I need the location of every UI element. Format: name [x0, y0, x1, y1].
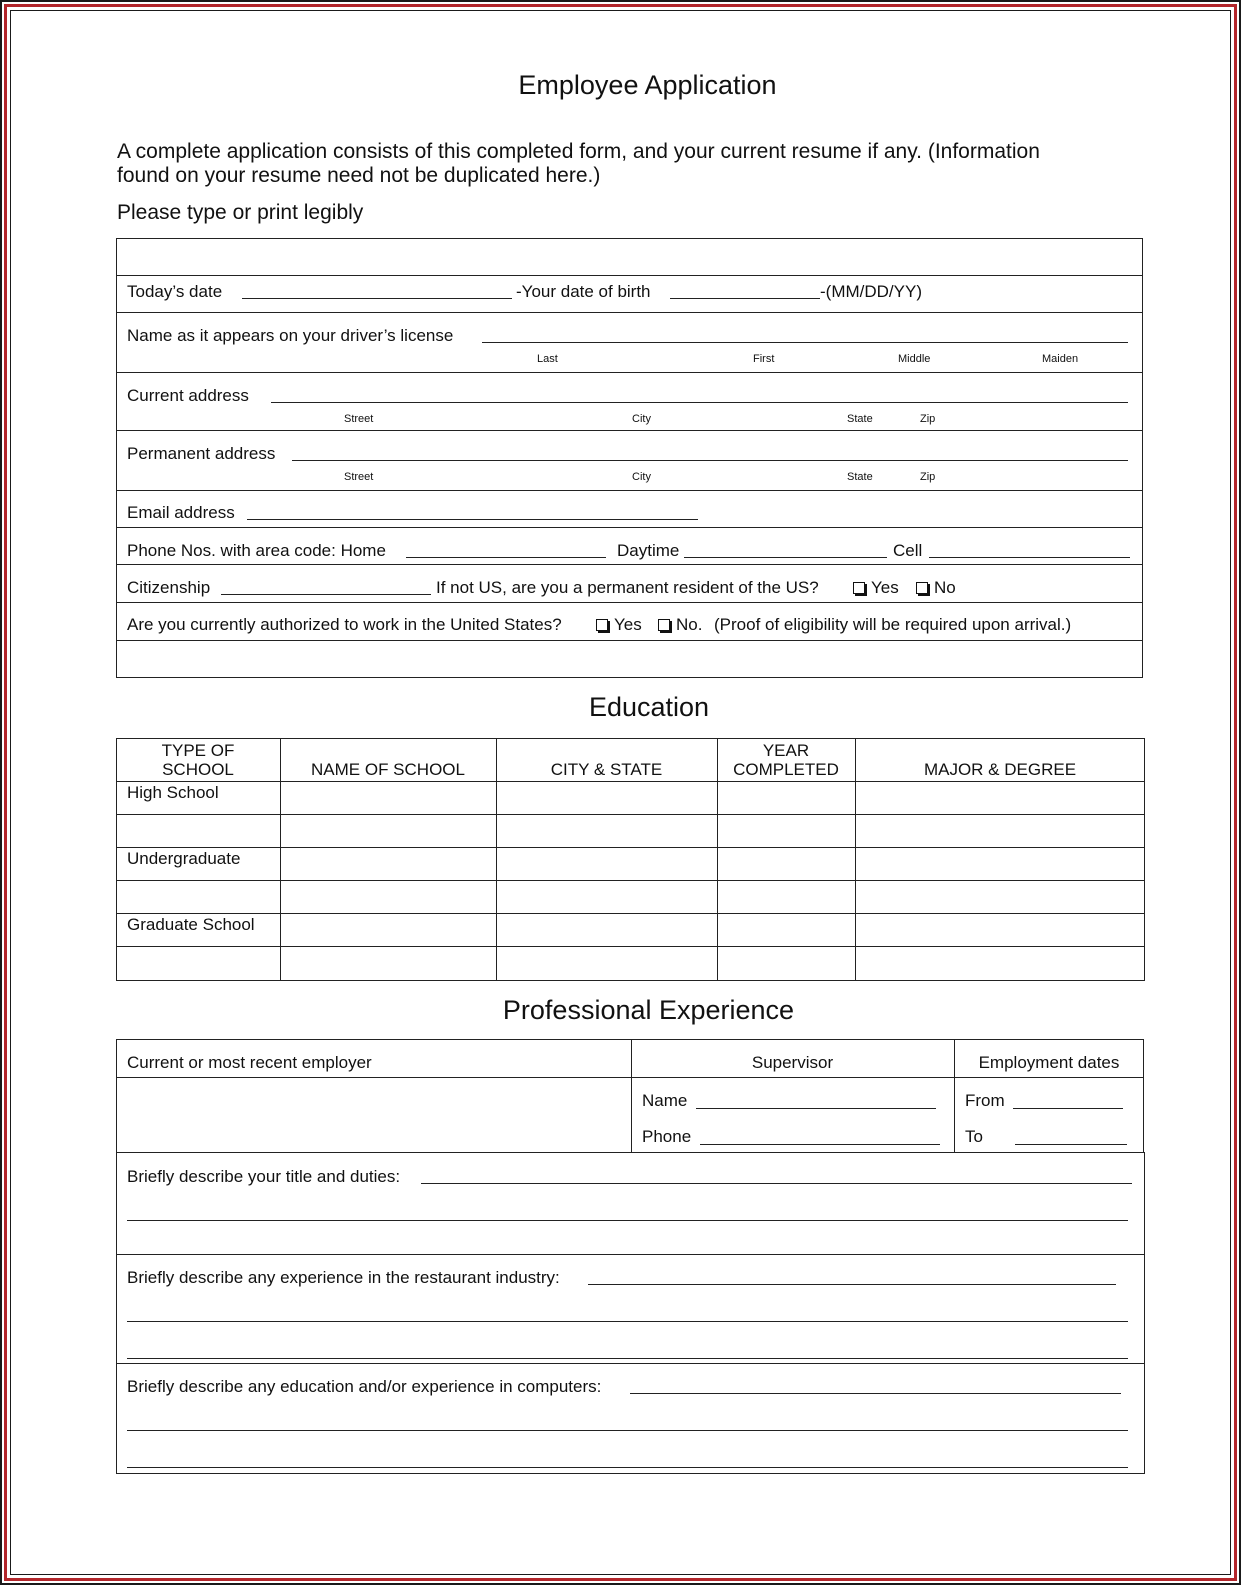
- phone-home-label: Phone Nos. with area code: Home: [127, 541, 386, 560]
- restaurant-label: Briefly describe any experience in the restaurant industry:: [127, 1268, 560, 1287]
- name-sub-last: Last: [537, 353, 558, 365]
- col-header-school: NAME OF SCHOOL: [311, 760, 465, 779]
- phone-daytime-field[interactable]: [684, 557, 887, 558]
- row-divider: [116, 781, 1145, 782]
- row-undergraduate: Undergraduate: [127, 849, 241, 868]
- col-header-type-l2: SCHOOL: [162, 760, 234, 779]
- supervisor-phone-field[interactable]: [700, 1144, 940, 1145]
- name-label: Name as it appears on your driver’s license: [127, 326, 454, 345]
- computers-field-line2[interactable]: [127, 1430, 1128, 1431]
- supervisor-phone-label: Phone: [642, 1127, 692, 1146]
- resident-yes-option[interactable]: [853, 578, 899, 598]
- divider: [116, 527, 1143, 528]
- duties-field[interactable]: [421, 1183, 1132, 1184]
- description-box: [116, 1152, 1145, 1474]
- authorized-no-option[interactable]: [658, 615, 702, 635]
- divider: [116, 490, 1143, 491]
- divider: [116, 1254, 1145, 1255]
- divider: [116, 312, 1143, 313]
- col-header-type-l1: TYPE OF: [161, 741, 235, 760]
- col-header-year-l2: COMPLETED: [733, 760, 839, 779]
- addr-sub-state: State: [847, 413, 873, 425]
- dob-field[interactable]: [670, 298, 820, 299]
- employment-dates-label: Employment dates: [978, 1053, 1120, 1072]
- row-divider: [116, 913, 1145, 914]
- checkbox-icon[interactable]: [916, 582, 928, 594]
- restaurant-field[interactable]: [588, 1284, 1116, 1285]
- authorized-yes-option[interactable]: [596, 615, 642, 635]
- divider: [116, 372, 1143, 373]
- education-heading: Education: [588, 692, 710, 722]
- restaurant-field-line2[interactable]: [127, 1321, 1128, 1322]
- name-sub-first: First: [753, 353, 775, 365]
- authorized-no-label: No.: [676, 615, 703, 634]
- resident-question: If not US, are you a permanent resident of the US?: [436, 578, 819, 597]
- addr-sub-state: State: [847, 471, 873, 483]
- col-header-type: [116, 741, 280, 779]
- divider: [116, 640, 1143, 641]
- row-divider: [116, 880, 1145, 881]
- col-header-year: [717, 741, 855, 779]
- dob-label: -Your date of birth: [516, 282, 651, 301]
- addr-sub-zip: Zip: [920, 471, 936, 483]
- resident-yes-label: Yes: [871, 578, 899, 597]
- addr-sub-city: City: [632, 413, 651, 425]
- row-divider: [116, 946, 1145, 947]
- duties-label: Briefly describe your title and duties:: [127, 1167, 401, 1186]
- todays-date-label: Today’s date: [127, 282, 223, 301]
- authorized-question: Are you currently authorized to work in the United States?: [127, 615, 562, 634]
- restaurant-field-line3[interactable]: [127, 1358, 1128, 1359]
- current-address-label: Current address: [127, 386, 249, 405]
- computers-field-line3[interactable]: [127, 1467, 1128, 1468]
- addr-sub-street: Street: [344, 413, 374, 425]
- supervisor-label: Supervisor: [751, 1053, 834, 1072]
- duties-field-line2[interactable]: [127, 1220, 1128, 1221]
- name-field[interactable]: [482, 342, 1128, 343]
- date-from-field[interactable]: [1013, 1108, 1123, 1109]
- divider: [116, 430, 1143, 431]
- citizenship-label: Citizenship: [127, 578, 211, 597]
- intro-text-line2: found on your resume need not be duplicated here.): [117, 164, 601, 187]
- row-divider: [116, 847, 1145, 848]
- phone-home-field[interactable]: [406, 557, 606, 558]
- supervisor-name-field[interactable]: [696, 1108, 936, 1109]
- addr-sub-zip: Zip: [920, 413, 936, 425]
- citizenship-field[interactable]: [221, 594, 431, 595]
- col-header-year-l1: YEAR: [762, 741, 810, 760]
- addr-sub-street: Street: [344, 471, 374, 483]
- name-sub-middle: Middle: [898, 353, 931, 365]
- instruction-text: Please type or print legibly: [117, 201, 364, 224]
- col-header-major: MAJOR & DEGREE: [923, 760, 1077, 779]
- date-to-label: To: [965, 1127, 983, 1146]
- row-graduate-school: Graduate School: [127, 915, 255, 934]
- permanent-address-field[interactable]: [292, 460, 1128, 461]
- checkbox-icon[interactable]: [596, 619, 608, 631]
- computers-label: Briefly describe any education and/or experience in computers:: [127, 1377, 602, 1396]
- resident-no-option[interactable]: [916, 578, 956, 598]
- name-sub-maiden: Maiden: [1042, 353, 1079, 365]
- phone-daytime-label: Daytime: [617, 541, 680, 560]
- date-to-field[interactable]: [1015, 1144, 1127, 1145]
- divider: [116, 1363, 1145, 1364]
- page-title: Employee Application: [518, 70, 777, 100]
- checkbox-icon[interactable]: [853, 582, 865, 594]
- addr-sub-city: City: [632, 471, 651, 483]
- date-from-label: From: [965, 1091, 1005, 1110]
- authorized-yes-label: Yes: [614, 615, 642, 634]
- resident-no-label: No: [934, 578, 956, 597]
- row-divider: [116, 1077, 1144, 1078]
- col-header-city-state: CITY & STATE: [550, 760, 663, 779]
- current-address-field[interactable]: [271, 402, 1128, 403]
- dob-format-label: -(MM/DD/YY): [820, 282, 922, 301]
- permanent-address-label: Permanent address: [127, 444, 276, 463]
- experience-heading: Professional Experience: [502, 995, 795, 1025]
- checkbox-icon[interactable]: [658, 619, 670, 631]
- phone-cell-label: Cell: [893, 541, 923, 560]
- divider: [116, 275, 1143, 276]
- email-field[interactable]: [247, 519, 698, 520]
- proof-note: (Proof of eligibility will be required upon arrival.): [714, 615, 1072, 634]
- email-label: Email address: [127, 503, 235, 522]
- phone-cell-field[interactable]: [929, 557, 1130, 558]
- todays-date-field[interactable]: [242, 298, 512, 299]
- intro-text-line1: A complete application consists of this completed form, and your current resume if any. (Information: [117, 140, 1040, 163]
- row-high-school: High School: [127, 783, 219, 802]
- row-divider: [116, 814, 1145, 815]
- employer-label: Current or most recent employer: [127, 1053, 372, 1072]
- supervisor-name-label: Name: [642, 1091, 688, 1110]
- computers-field[interactable]: [630, 1393, 1121, 1394]
- divider: [116, 564, 1143, 565]
- divider: [116, 602, 1143, 603]
